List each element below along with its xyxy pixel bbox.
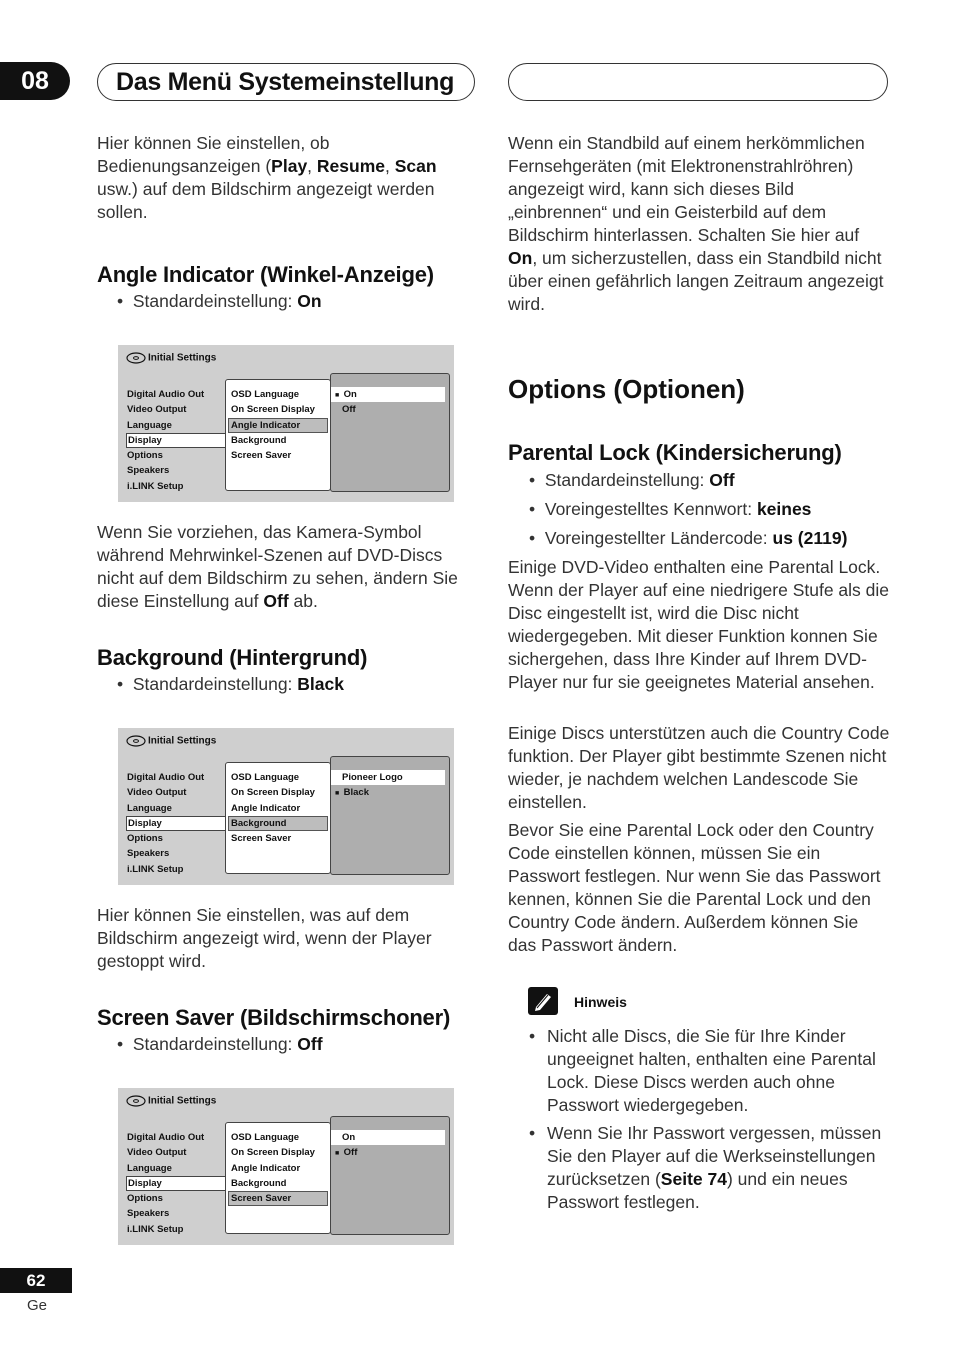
menu-mid-item-selected: Background bbox=[228, 816, 328, 831]
angle-heading: Angle Indicator (Winkel-Anzeige) bbox=[97, 262, 434, 287]
menu-option: Pioneer Logo bbox=[331, 770, 445, 785]
chapter-badge: 08 bbox=[0, 62, 70, 100]
note-bullet-dot: • bbox=[529, 1123, 536, 1143]
disc-icon bbox=[126, 735, 146, 747]
menu-title: Initial Settings bbox=[126, 1095, 216, 1107]
screensaver-menu-screenshot bbox=[118, 1088, 454, 1245]
menu-option-selected: ■ On bbox=[331, 387, 445, 402]
screensaver-paragraph: Wenn ein Standbild auf einem herkömmlichen Fernsehgeräten (mit Elektronenstrahlröhren) angezeigt wird, kann sich dieses Bild „einbrennen“ und ein Geisterbild auf dem Bildschirm hinterlassen. Schalten Sie hier auf On, um sicherzustellen, dass ein Standbild nicht über einen gefährlich langen Zeitraum angezeigt wird. bbox=[508, 133, 884, 314]
note-item-1: Nicht alle Discs, die Sie für Ihre Kinder ungeeignet halten, enthalten eine Parental Lock. Diese Discs werden auch ohne Passwort wiedergegeben. bbox=[547, 1026, 876, 1115]
menu-mid-item: Angle Indicator bbox=[231, 802, 301, 814]
background-heading: Background (Hintergrund) bbox=[97, 645, 368, 670]
note-item-2: Wenn Sie Ihr Passwort vergessen, müssen Sie den Player auf die Werkseinstellungen zurücksetzen (Seite 74) und ein neues Passwort festlegen. bbox=[547, 1123, 882, 1212]
language-code: Ge bbox=[27, 1297, 48, 1314]
disc-icon bbox=[126, 352, 146, 364]
menu-mid-item: On Screen Display bbox=[231, 1147, 315, 1159]
menu-mid-item: OSD Language bbox=[231, 1132, 300, 1143]
page-title: Das Menü Systemeinstellung bbox=[116, 68, 455, 96]
menu-mid-item-selected: Angle Indicator bbox=[228, 418, 328, 433]
note-bullet-dot: • bbox=[529, 1026, 536, 1046]
menu-mid-item: On Screen Display bbox=[231, 787, 315, 799]
parental-paragraph-3: Bevor Sie eine Parental Lock oder den Country Code einstellen können, müssen Sie ein Passwort festlegen. Nur wenn Sie das Passwort kennen, können Sie die Parental Lock und den Country Code ändern. Außerdem können Sie das Passwort ändern. bbox=[508, 820, 881, 955]
menu-mid-item: OSD Language bbox=[231, 389, 300, 400]
menu-left-item: Options bbox=[127, 450, 163, 462]
background-paragraph: Hier können Sie einstellen, was auf dem Bildschirm angezeigt wird, wenn der Player gestoppt wird. bbox=[97, 905, 432, 971]
menu-mid-item: Background bbox=[231, 434, 287, 446]
options-heading: Options (Optionen) bbox=[508, 374, 745, 404]
screensaver-default: • Standardeinstellung: Off bbox=[117, 1034, 323, 1054]
menu-left-item: i.LINK Setup bbox=[127, 1223, 184, 1235]
menu-left-item: Digital Audio Out bbox=[127, 772, 205, 783]
background-menu-screenshot bbox=[118, 728, 454, 885]
angle-menu-screenshot bbox=[118, 345, 454, 502]
angle-paragraph: Wenn Sie vorziehen, das Kamera-Symbol während Mehrwinkel-Szenen auf DVD-Discs nicht auf dem Bildschirm zu sehen, ändern Sie diese Einstellung auf Off ab. bbox=[97, 522, 458, 611]
menu-mid-item: OSD Language bbox=[231, 772, 300, 783]
parental-heading: Parental Lock (Kindersicherung) bbox=[508, 440, 842, 465]
section-title-box bbox=[97, 63, 475, 101]
disc-icon bbox=[126, 1095, 146, 1107]
menu-left-item: Digital Audio Out bbox=[127, 1132, 205, 1143]
menu-left-item: Speakers bbox=[127, 465, 170, 477]
parental-bullet: • Voreingestelltes Kennwort: keines bbox=[529, 499, 812, 519]
screensaver-heading: Screen Saver (Bildschirmschoner) bbox=[97, 1005, 451, 1030]
menu-mid-item-selected: Screen Saver bbox=[228, 1191, 328, 1206]
menu-left-item: Options bbox=[127, 1193, 163, 1205]
menu-title: Initial Settings bbox=[126, 352, 216, 364]
parental-paragraph-1: Einige DVD-Video enthalten eine Parental Lock. Wenn der Player auf eine niedrigere Stufe als die Disc eingestellt ist, wird die Disc nicht wiedergegeben. Mit dieser Funktion konnen Sie sichergehen, dass Ihre Kinder auf Ihrem DVD-Player nur fur sie geeignetes Material ansehen. bbox=[508, 557, 890, 692]
menu-mid-item: Screen Saver bbox=[231, 833, 292, 845]
menu-option: On bbox=[331, 1130, 445, 1145]
angle-default: • Standardeinstellung: On bbox=[117, 291, 322, 311]
menu-option-selected: ■ Off bbox=[335, 1147, 358, 1159]
menu-left-item: Video Output bbox=[127, 787, 187, 799]
page-number: 62 bbox=[0, 1268, 72, 1293]
menu-left-item: Speakers bbox=[127, 1208, 170, 1220]
menu-mid-item: Screen Saver bbox=[231, 450, 292, 462]
background-default: • Standardeinstellung: Black bbox=[117, 674, 344, 694]
menu-left-item: Language bbox=[127, 419, 172, 431]
menu-mid-item: On Screen Display bbox=[231, 404, 315, 416]
menu-mid-item: Background bbox=[231, 1177, 287, 1189]
parental-bullet: • Standardeinstellung: Off bbox=[529, 470, 735, 490]
menu-left-item-selected: Display bbox=[126, 433, 228, 448]
menu-left-item: Digital Audio Out bbox=[127, 389, 205, 400]
empty-title-box bbox=[508, 63, 888, 101]
parental-bullet: • Voreingestellter Ländercode: us (2119) bbox=[529, 528, 848, 548]
menu-left-item: Language bbox=[127, 802, 172, 814]
menu-left-item: Language bbox=[127, 1162, 172, 1174]
menu-left-item: Speakers bbox=[127, 848, 170, 860]
menu-mid-item: Angle Indicator bbox=[231, 1162, 301, 1174]
menu-title: Initial Settings bbox=[126, 735, 216, 747]
menu-left-item: i.LINK Setup bbox=[127, 480, 184, 492]
parental-paragraph-2: Einige Discs unterstützen auch die Country Code funktion. Der Player gibt bestimmte Szenen nicht wieder, je nachdem welchen Landescode Sie einstellen. bbox=[508, 723, 890, 812]
note-title: Hinweis bbox=[574, 994, 627, 1010]
menu-left-item: Video Output bbox=[127, 404, 187, 416]
menu-left-item-selected: Display bbox=[126, 816, 228, 831]
menu-option-selected: ■ Black bbox=[335, 787, 369, 799]
intro-paragraph: Hier können Sie einstellen, ob Bedienungsanzeigen (Play, Resume, Scan usw.) auf dem Bildschirm angezeigt werden sollen. bbox=[97, 133, 437, 222]
menu-option: Off bbox=[342, 404, 356, 416]
pencil-note-icon bbox=[528, 987, 558, 1015]
menu-left-item-selected: Display bbox=[126, 1176, 228, 1191]
menu-left-item: Options bbox=[127, 833, 163, 845]
menu-left-item: i.LINK Setup bbox=[127, 863, 184, 875]
menu-left-item: Video Output bbox=[127, 1147, 187, 1159]
